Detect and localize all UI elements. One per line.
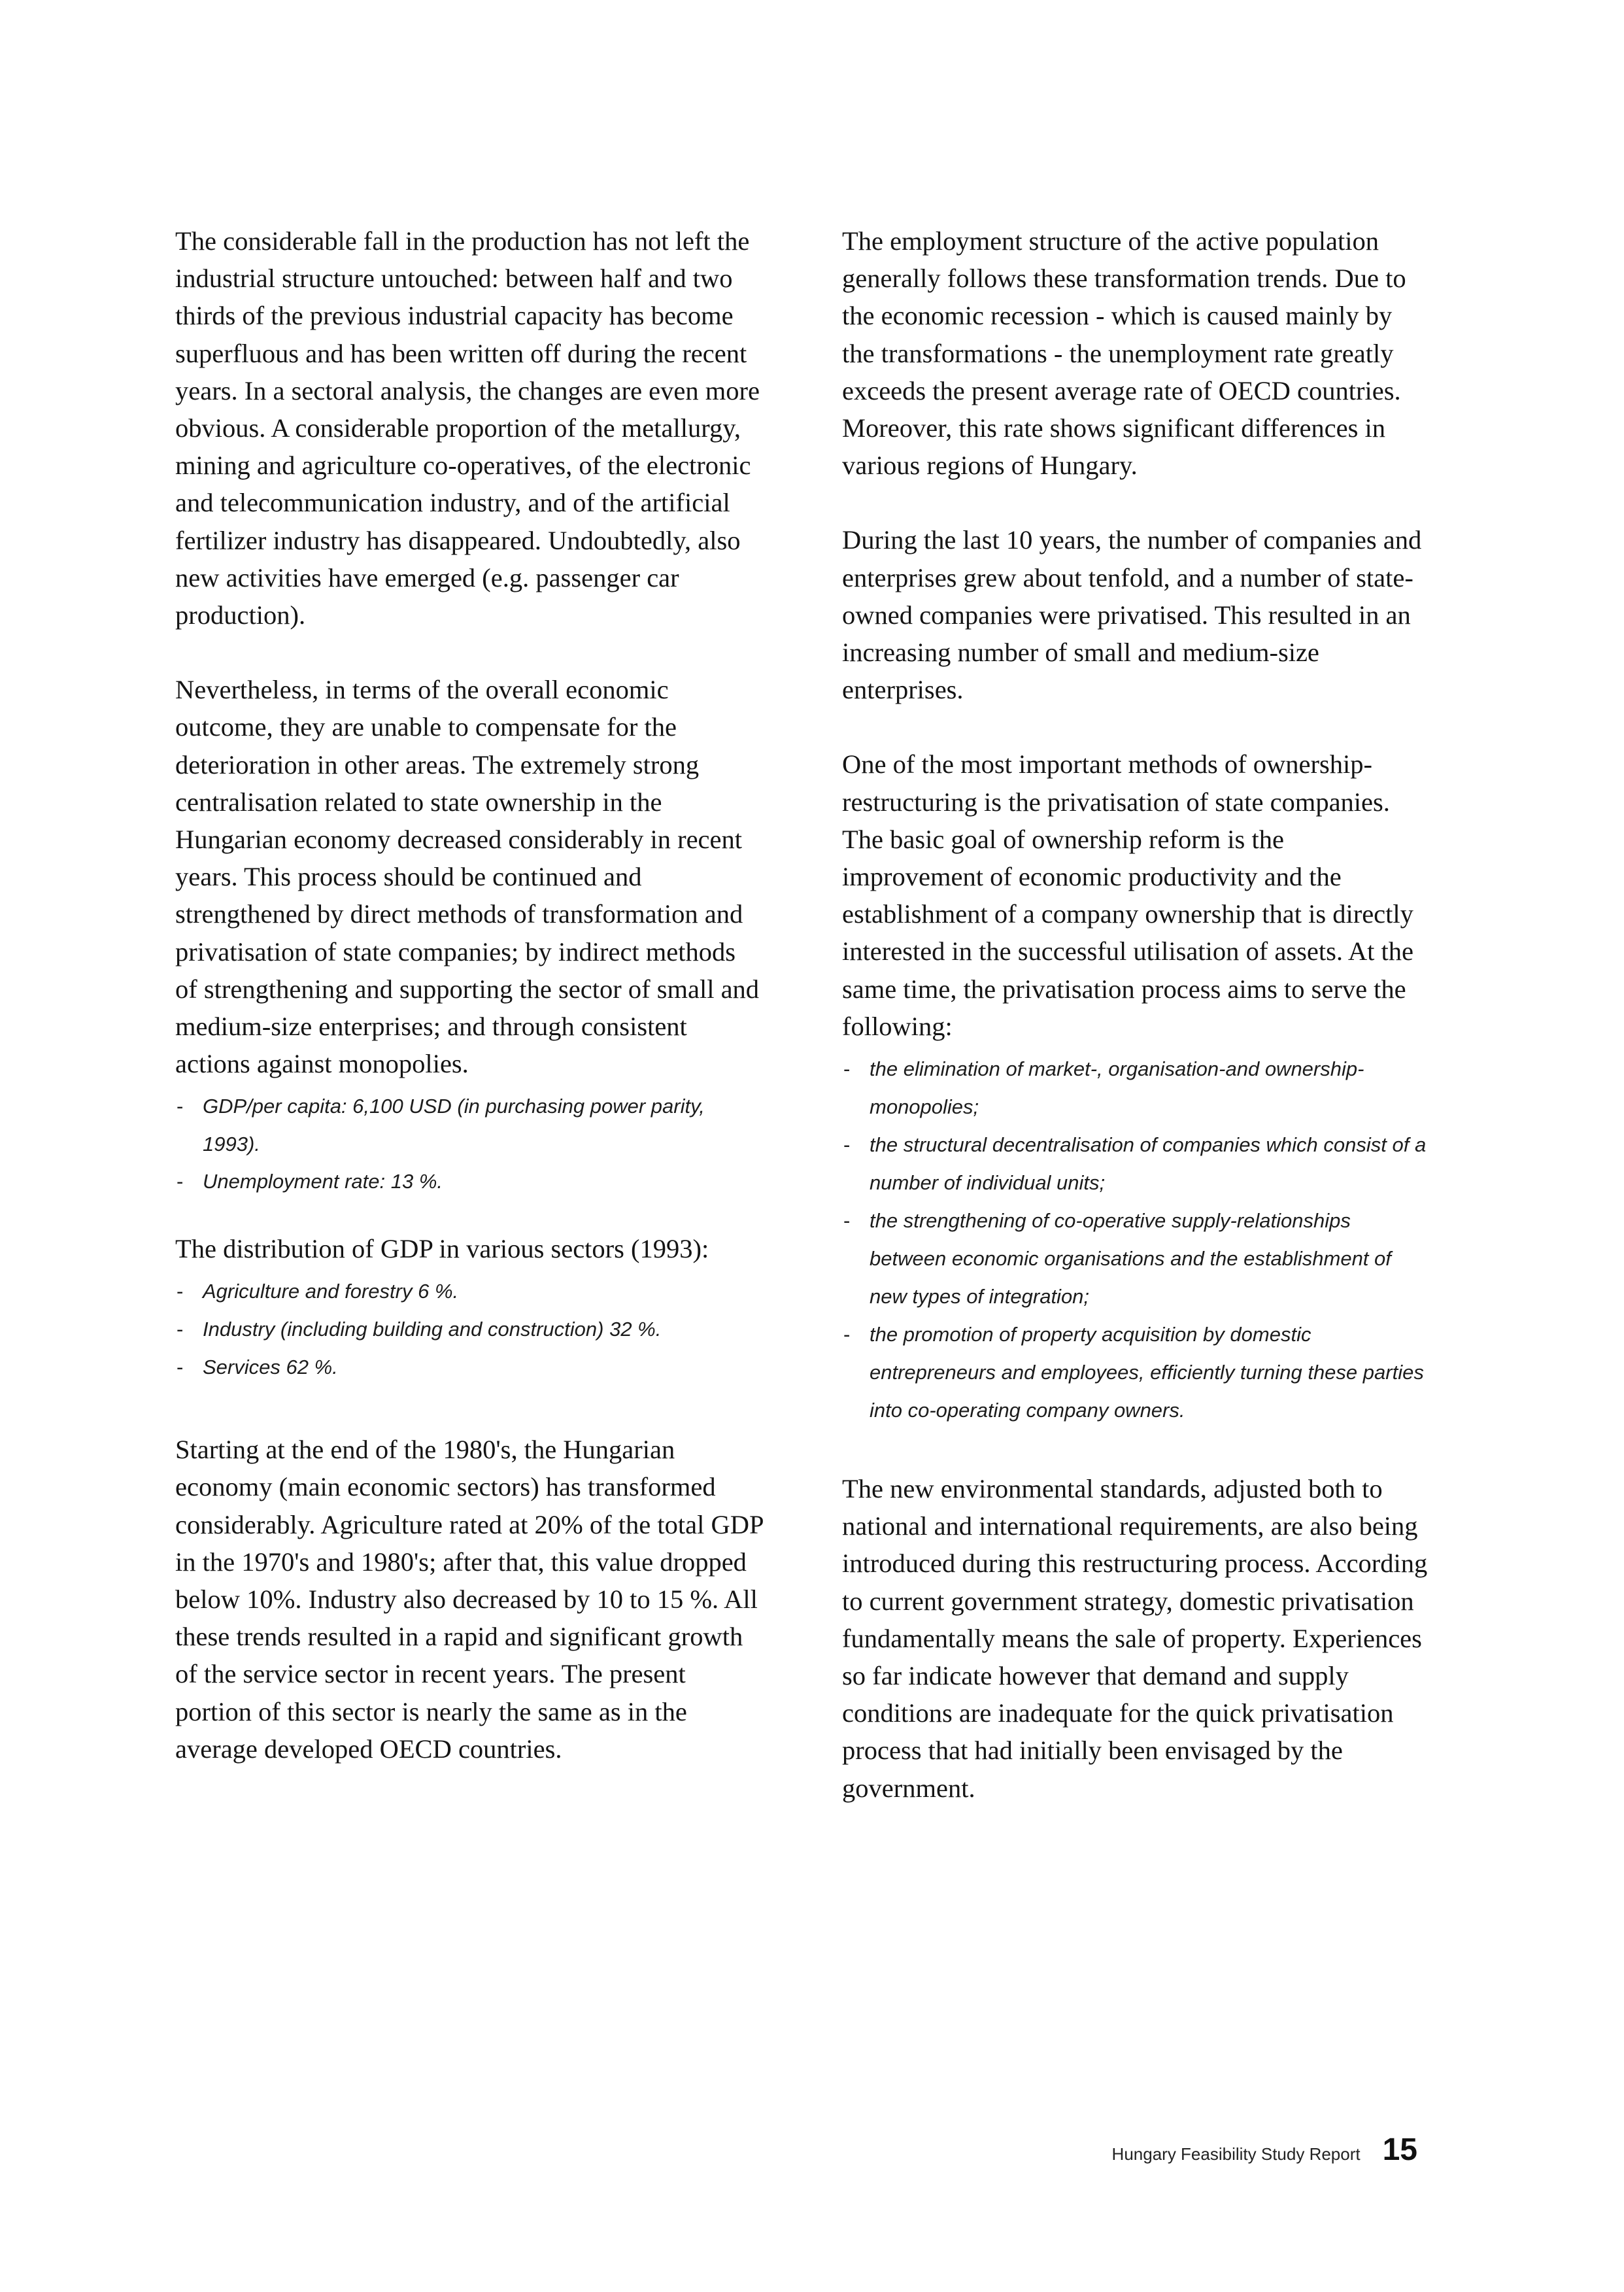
paragraph-companies-growth: During the last 10 years, the number of companies and enterprises grew about tenfold, and a number of state-owned companies were privatised. This resulted in an increasing number of small and medium-size enterprises. bbox=[842, 525, 1422, 705]
list-item: - the structural decentralisation of companies which consist of a number of individual units; bbox=[842, 1126, 1430, 1202]
list-item: - Agriculture and forestry 6 %. bbox=[175, 1273, 764, 1310]
paragraph-industrial-structure: The considerable fall in the production has not left the industrial structure untouched: between half and two thirds of the previous industrial capacity has become superfluous and has been written off during the recent years. In a sectoral analysis, the changes are even more obvious. A considerable proportion of the metallurgy, mining and agriculture co-operatives, of the electronic and telecommunication industry, and of the artificial fertilizer industry has disappeared. Undoubtedly, also new activities have emerged (e.g. passenger car production). bbox=[175, 226, 760, 630]
report-title: Hungary Feasibility Study Report bbox=[1111, 2144, 1361, 2164]
gdp-sectors-list bbox=[175, 1273, 764, 1386]
paragraph-centralisation: Nevertheless, in terms of the overall economic outcome, they are unable to compensate for the deterioration in other areas. The extremely strong centralisation related to state ownership in the Hungarian economy decreased considerably in recent years. This process should be continued and strengthened by direct methods of transformation and privatisation of state companies; by indirect methods of strengthening and supporting the sector of small and medium-size enterprises; and through consistent actions against monopolies. bbox=[175, 675, 760, 1079]
paragraph-gdp-distribution: The distribution of GDP in various sectors (1993): bbox=[175, 1233, 709, 1263]
list-item: - the strengthening of co-operative supply-relationships between economic organisations and the establishment of new types of integration; bbox=[842, 1202, 1430, 1316]
page-number: 15 bbox=[1382, 2132, 1417, 2167]
left-column bbox=[175, 222, 764, 1768]
paragraph-ownership-restructuring: One of the most important methods of ownership-restructuring is the privatisation of state companies. The basic goal of ownership reform is the improvement of economic productivity and the establishment of a company ownership that is directly interested in the successful utilisation of assets. At the same time, the privatisation process aims to serve the following: bbox=[842, 749, 1413, 1041]
paragraph-employment-structure: The employment structure of the active population generally follows these transformation trends. Due to the economic recession - which is caused mainly by the transformations - the unemployment rate greatly exceeds the present average rate of OECD countries. Moreover, this rate shows significant differences in various regions of Hungary. bbox=[842, 226, 1406, 481]
list-item: - Services 62 %. bbox=[175, 1348, 764, 1386]
list-item: - the promotion of property acquisition by domestic entrepreneurs and employees, efficiently turning these parties into co-operating company owners. bbox=[842, 1316, 1430, 1429]
page-footer bbox=[1112, 2132, 1417, 2168]
paragraph-economic-transformation: Starting at the end of the 1980's, the Hungarian economy (main economic sectors) has transformed considerably. Agriculture rated at 20% of the total GDP in the 1970's and 1980's; after that, this value dropped below 10%. Industry also decreased by 10 to 15 %. All these trends resulted in a rapid and significant growth of the service sector in recent years. The present portion of this sector is nearly the same as in the average developed OECD countries. bbox=[175, 1435, 763, 1764]
economic-indicators-list bbox=[175, 1087, 764, 1201]
list-item: - Unemployment rate: 13 %. bbox=[175, 1163, 764, 1201]
list-item: - Industry (including building and construction) 32 %. bbox=[175, 1310, 764, 1348]
right-column bbox=[842, 222, 1430, 1807]
list-item: - the elimination of market-, organisation-and ownership-monopolies; bbox=[842, 1050, 1430, 1126]
paragraph-environmental-standards: The new environmental standards, adjusted both to national and international requirements, are also being introduced during this restructuring process. According to current government strategy, domestic privatisation fundamentally means the sale of property. Experiences so far indicate however that demand and supply conditions are inadequate for the quick privatisation process that had initially been envisaged by the government. bbox=[842, 1474, 1428, 1803]
list-item: - GDP/per capita: 6,100 USD (in purchasing power parity, 1993). bbox=[175, 1087, 764, 1163]
privatisation-aims-list bbox=[842, 1050, 1430, 1429]
